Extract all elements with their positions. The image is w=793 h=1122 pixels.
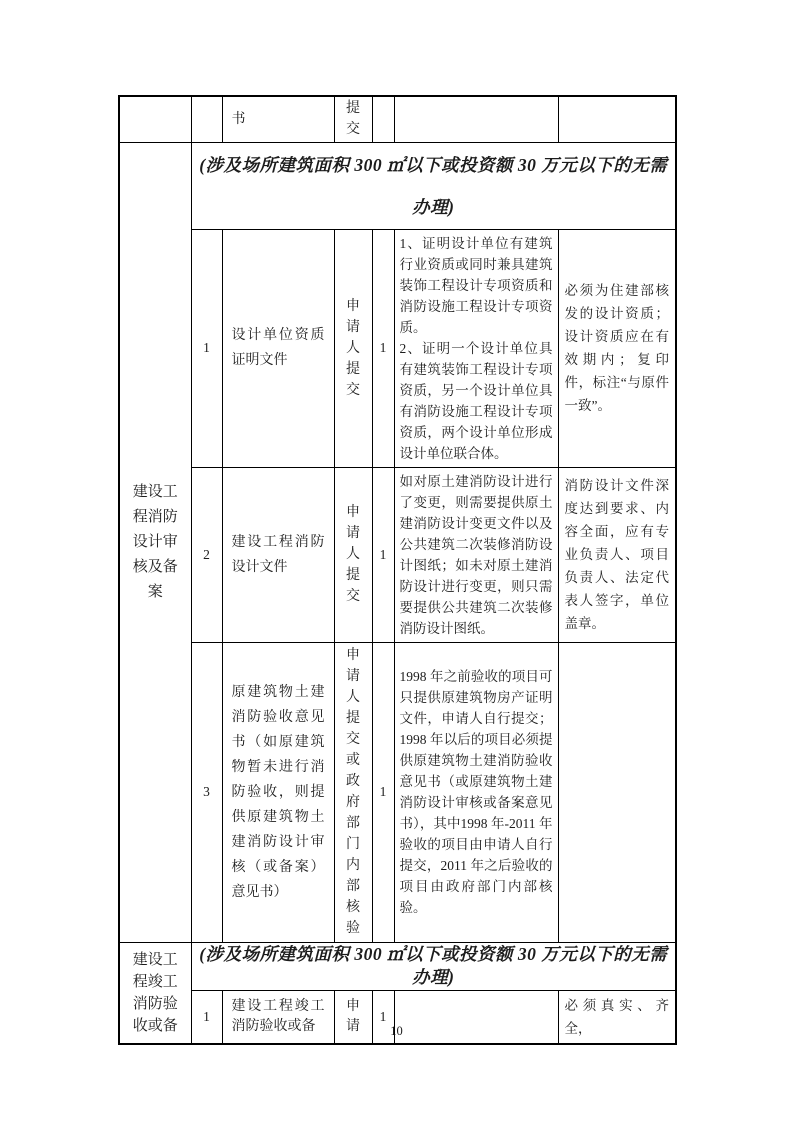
material-requirement <box>558 642 676 942</box>
requirement-text: 必须为住建部核发的设计资质；设计资质应在有效期内；复印件，标注“与原件一致”。 <box>564 283 669 413</box>
material-requirement <box>558 229 676 467</box>
material-name-text: 原建筑物土建消防验收意见书（如原建筑物暂未进行消防验收，则提供原建筑物土建消防设计审核（或备案）意见书） <box>231 684 325 900</box>
submit-method-text: 申请人提交 <box>345 298 360 398</box>
description-paragraph: 1998 年之前验收的项目可只提供原建筑物房产证明文件，申请人自行提交；1998 年以后的项目必须提供原建筑物土建消防验收意见书（或原建筑物土建消防设计审核或备案意见书），其中1998 年-2011 年验收的项目由申请人自行提交，2011 年之后验收的项目由政府部门内部核验。 <box>399 669 553 915</box>
copy-count-empty <box>372 96 394 142</box>
submit-method-text: 提交 <box>345 101 360 138</box>
materials-table <box>118 95 677 1045</box>
material-name <box>222 229 334 467</box>
table-row <box>119 942 676 990</box>
material-description-empty <box>394 96 558 142</box>
row-number: 2 <box>191 467 222 642</box>
material-requirement <box>558 467 676 642</box>
row-number-empty <box>191 96 222 142</box>
exemption-note-section2: (涉及场所建筑面积 300 ㎡以下或投资额 30 万元以下的无需办理) <box>191 942 676 990</box>
copy-count: 1 <box>372 642 394 942</box>
row-number: 3 <box>191 642 222 942</box>
requirement-text <box>559 789 676 795</box>
material-name-text: 建设工程竣工消防验收或备 <box>231 998 325 1034</box>
table-row <box>119 642 676 942</box>
material-name-text: 设计单位资质证明文件 <box>231 328 325 368</box>
table-row <box>119 229 676 467</box>
material-name-fragment <box>222 96 334 142</box>
material-requirement-empty <box>558 96 676 142</box>
submit-method-text: 申请 <box>345 998 360 1034</box>
submit-method-text: 申请人提交或政府部门内部核验 <box>345 648 360 936</box>
requirement-text: 消防设计文件深度达到要求、内容全面，应有专业负责人、项目负责人、法定代表人签字，单位盖章。 <box>564 478 669 631</box>
requirement-text: 必须真实、齐全， <box>564 997 669 1036</box>
material-name <box>222 642 334 942</box>
submit-method-text: 申请人提交 <box>345 505 360 604</box>
submit-method <box>334 229 372 467</box>
table-row <box>119 96 676 142</box>
description-paragraph: 2、证明一个设计单位具有建筑装饰工程设计专项资质，另一个设计单位具有消防设施工程设计专项资质，两个设计单位形成设计单位联合体。 <box>399 340 553 461</box>
page-number: 10 <box>390 1024 403 1038</box>
submit-method-fragment <box>334 96 372 142</box>
category-label: 建设工程消防设计审核及备案 <box>132 483 178 600</box>
material-description <box>394 229 558 467</box>
row-number: 1 <box>191 229 222 467</box>
copy-count: 1 <box>372 990 394 1044</box>
description-paragraph: 如对原土建消防设计进行了变更，则需要提供原土建消防设计变更文件以及公共建筑二次装修消防设计图纸；如未对原土建消防设计进行变更，则只需要提供公共建筑二次装修消防设计图纸。 <box>399 473 553 636</box>
exemption-note-section1: (涉及场所建筑面积 300 ㎡以下或投资额 30 万元以下的无需办理) <box>191 142 676 229</box>
copy-count: 1 <box>372 229 394 467</box>
description-paragraph: 1、证明设计单位有建筑行业资质或同时兼具建筑装饰工程设计专项资质和消防设施工程设计专项资质。 <box>399 235 553 335</box>
category-cell-section1 <box>119 142 191 942</box>
material-description <box>394 642 558 942</box>
category-label: 建设工程竣工消防验收或备 <box>132 951 178 1034</box>
material-name-text: 书 <box>231 111 246 127</box>
material-description <box>394 467 558 642</box>
submit-method <box>334 642 372 942</box>
submit-method <box>334 467 372 642</box>
row-number: 1 <box>191 990 222 1044</box>
material-name <box>222 467 334 642</box>
category-cell-empty <box>119 96 191 142</box>
table-row <box>119 467 676 642</box>
copy-count: 1 <box>372 467 394 642</box>
table-row <box>119 142 676 229</box>
material-name-text: 建设工程消防设计文件 <box>231 534 325 575</box>
